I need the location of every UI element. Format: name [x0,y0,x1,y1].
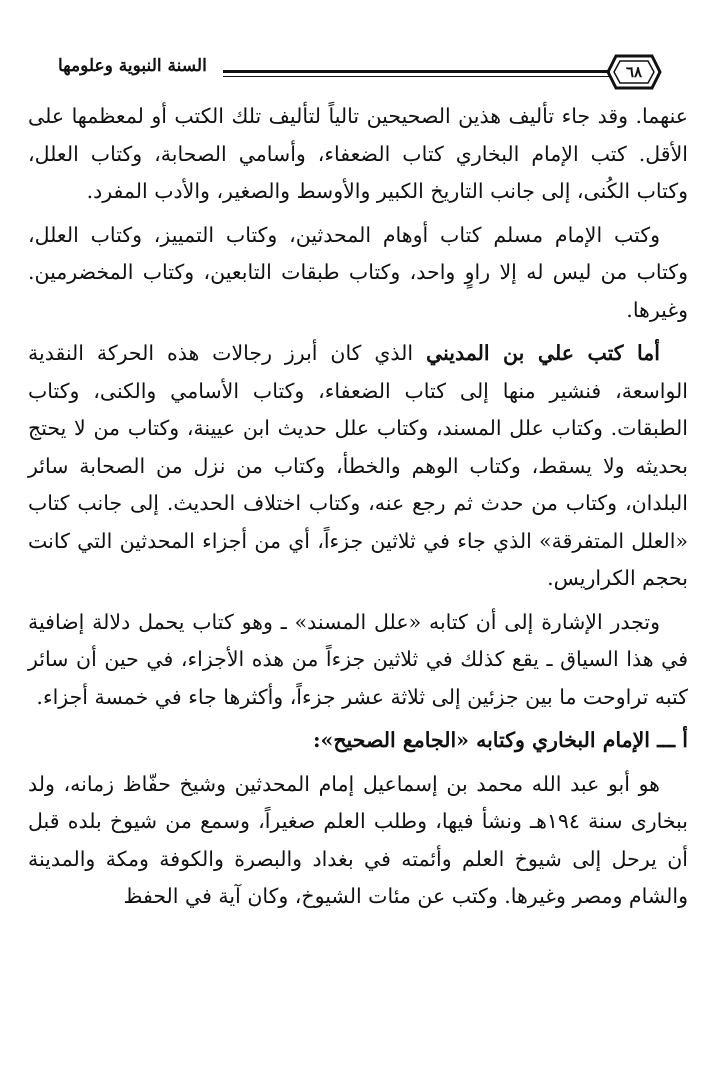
page-number-ornament [606,54,662,90]
section-heading: أ ـــ الإمام البخاري وكتابه «الجامع الصحيح»: [312,728,688,752]
header-rule [223,70,610,77]
paragraph-text: الذي كان أبرز رجالات هذه الحركة النقدية الواسعة، فنشير منها إلى كتاب الضعفاء، وكتاب الأسامي والكنى، وكتاب الطبقات. وكتاب علل المسند، وكتاب علل حديث ابن عيينة، وكتاب من لا يحتج بحديثه ولا يسقط، وكتاب الوهم والخطأ، وكتاب من نزل من الصحابة سائر البلدان، وكتاب من حدث ثم رجع عنه، وكتاب اختلاف الحديث. إلى جانب كتاب «العلل المتفرقة» الذي جاء في ثلاثين جزءاً، أي من أجزاء المحدثين التي كانت بحجم الكراريس. [28,341,688,590]
page-number: ٦٨ [625,63,643,81]
paragraph [28,335,688,598]
paragraph: وتجدر الإشارة إلى أن كتابه «علل المسند» ـ وهو كتاب يحمل دلالة إضافية في هذا السياق ـ يقع كذلك في ثلاثين جزءاً من هذه الأجزاء، في حين أن سائر كتبه تراوحت ما بين جزئين إلى ثلاثة عشر جزءاً، وأكثرها جاء في خمسة أجزاء. [28,609,688,709]
running-title: السنة النبوية وعلومها [58,56,207,76]
paragraph: هو أبو عبد الله محمد بن إسماعيل إمام المحدثين وشيخ حفّاظ زمانه، ولد ببخارى سنة ١٩٤هـ ونشأ فيها، وطلب العلم صغيراً، وسمع من شيوخ بلده قبل أن يرحل إلى شيوخ العلم وأئمته في بغداد والبصرة والكوفة ومكة والمدينة والشام ومصر وغيرها. وكتب عن مئات الشيوخ، وكان آية في الحفظ [28,771,689,908]
paragraph: عنهما. وقد جاء تأليف هذين الصحيحين تالياً لتأليف تلك الكتب أو لمعظمها على الأقل. كتب الإمام البخاري كتاب الضعفاء، وأسامي الصحابة، وكتاب العلل، وكتاب الكُنى، إلى جانب التاريخ الكبير والأوسط والصغير، والأدب المفرد. [28,104,688,203]
bold-lead: أما كتب علي بن المديني [425,341,660,365]
page-body [28,98,688,922]
paragraph: وكتب الإمام مسلم كتاب أوهام المحدثين، وكتاب التمييز، وكتاب العلل، وكتاب من ليس له إلا راوٍ واحد، وكتاب طبقات التابعين، وكتاب المخضرمين. وغيرها. [28,222,688,322]
page-header [28,46,688,100]
